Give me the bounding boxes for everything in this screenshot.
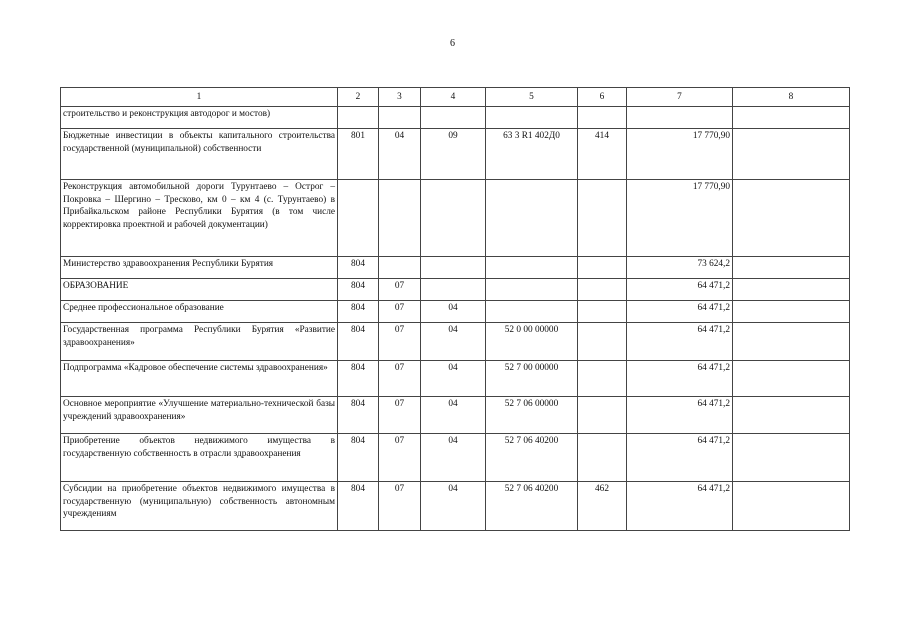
row-description: Основное мероприятие «Улучшение материально-технической базы учреждений здравоохранения» — [61, 397, 338, 434]
cell-section: 07 — [379, 323, 421, 361]
row-description: Реконструкция автомобильной дороги Турунтаево – Острог – Покровка – Шергино – Тресково, км 0 – км 4 (с. Турунтаево) в Прибайкальском районе Республики Бурятия (в том числе корректировка проектной и рабочей документации) — [61, 180, 338, 257]
cell-expense-type — [578, 180, 627, 257]
cell-amount: 64 471,2 — [627, 361, 733, 397]
table-row — [61, 397, 850, 434]
cell-amount: 64 471,2 — [627, 323, 733, 361]
cell-expense-type — [578, 107, 627, 129]
cell-amount: 73 624,2 — [627, 257, 733, 279]
table-row — [61, 434, 850, 482]
header-cell: 6 — [578, 88, 627, 107]
cell-target-article: 52 7 06 40200 — [486, 482, 578, 531]
cell-amount: 64 471,2 — [627, 397, 733, 434]
row-description: Подпрограмма «Кадровое обеспечение системы здравоохранения» — [61, 361, 338, 397]
header-cell: 2 — [338, 88, 379, 107]
cell-target-article — [486, 107, 578, 129]
cell-ministry-code: 804 — [338, 361, 379, 397]
cell-ministry-code: 804 — [338, 482, 379, 531]
budget-table — [60, 87, 850, 531]
cell-section — [379, 257, 421, 279]
cell-expense-type — [578, 323, 627, 361]
cell-target-article — [486, 279, 578, 301]
cell-col8 — [733, 434, 850, 482]
cell-ministry-code: 804 — [338, 397, 379, 434]
cell-col8 — [733, 279, 850, 301]
cell-subsection: 04 — [421, 323, 486, 361]
table-row — [61, 129, 850, 180]
cell-col8 — [733, 323, 850, 361]
header-cell: 5 — [486, 88, 578, 107]
cell-amount: 17 770,90 — [627, 129, 733, 180]
cell-ministry-code: 804 — [338, 279, 379, 301]
cell-col8 — [733, 257, 850, 279]
cell-col8 — [733, 129, 850, 180]
cell-section: 07 — [379, 361, 421, 397]
cell-expense-type: 462 — [578, 482, 627, 531]
table-row — [61, 301, 850, 323]
row-description: Приобретение объектов недвижимого имущества в государственную собственность в отрасли здравоохранения — [61, 434, 338, 482]
cell-expense-type — [578, 279, 627, 301]
cell-section: 07 — [379, 301, 421, 323]
cell-subsection: 04 — [421, 361, 486, 397]
table-row — [61, 257, 850, 279]
cell-expense-type — [578, 434, 627, 482]
row-description: Среднее профессиональное образование — [61, 301, 338, 323]
cell-amount: 64 471,2 — [627, 434, 733, 482]
cell-expense-type — [578, 361, 627, 397]
cell-expense-type — [578, 257, 627, 279]
header-cell: 3 — [379, 88, 421, 107]
cell-section: 07 — [379, 279, 421, 301]
cell-expense-type — [578, 397, 627, 434]
cell-target-article: 52 7 00 00000 — [486, 361, 578, 397]
cell-ministry-code: 804 — [338, 323, 379, 361]
cell-subsection: 04 — [421, 434, 486, 482]
cell-section: 07 — [379, 397, 421, 434]
cell-expense-type: 414 — [578, 129, 627, 180]
cell-target-article: 52 7 06 00000 — [486, 397, 578, 434]
cell-col8 — [733, 397, 850, 434]
cell-target-article: 63 3 R1 402Д0 — [486, 129, 578, 180]
cell-col8 — [733, 361, 850, 397]
cell-subsection — [421, 279, 486, 301]
cell-ministry-code — [338, 107, 379, 129]
row-description: ОБРАЗОВАНИЕ — [61, 279, 338, 301]
cell-subsection — [421, 257, 486, 279]
header-cell: 8 — [733, 88, 850, 107]
row-description: Министерство здравоохранения Республики Бурятия — [61, 257, 338, 279]
cell-col8 — [733, 301, 850, 323]
cell-ministry-code: 804 — [338, 301, 379, 323]
header-cell: 4 — [421, 88, 486, 107]
cell-section — [379, 107, 421, 129]
cell-section — [379, 180, 421, 257]
cell-target-article: 52 0 00 00000 — [486, 323, 578, 361]
cell-amount — [627, 107, 733, 129]
cell-amount: 64 471,2 — [627, 301, 733, 323]
page-number: 6 — [450, 38, 455, 49]
cell-expense-type — [578, 301, 627, 323]
cell-col8 — [733, 482, 850, 531]
cell-section: 07 — [379, 434, 421, 482]
cell-section: 04 — [379, 129, 421, 180]
row-description: Государственная программа Республики Бурятия «Развитие здравоохранения» — [61, 323, 338, 361]
table-row — [61, 482, 850, 531]
row-description: строительство и реконструкция автодорог и мостов) — [61, 107, 338, 129]
cell-subsection — [421, 107, 486, 129]
cell-ministry-code — [338, 180, 379, 257]
table-row — [61, 361, 850, 397]
row-description: Бюджетные инвестиции в объекты капитального строительства государственной (муниципальной) собственности — [61, 129, 338, 180]
table-header-row — [61, 88, 850, 107]
cell-target-article — [486, 180, 578, 257]
cell-amount: 64 471,2 — [627, 482, 733, 531]
header-cell: 7 — [627, 88, 733, 107]
cell-ministry-code: 804 — [338, 257, 379, 279]
cell-ministry-code: 804 — [338, 434, 379, 482]
cell-subsection: 04 — [421, 482, 486, 531]
cell-amount: 64 471,2 — [627, 279, 733, 301]
cell-section: 07 — [379, 482, 421, 531]
cell-target-article — [486, 257, 578, 279]
cell-subsection: 04 — [421, 301, 486, 323]
cell-subsection — [421, 180, 486, 257]
table-row — [61, 323, 850, 361]
cell-ministry-code: 801 — [338, 129, 379, 180]
row-description: Субсидии на приобретение объектов недвижимого имущества в государственную (муниципальную) собственность автономным учреждениям — [61, 482, 338, 531]
header-cell: 1 — [61, 88, 338, 107]
cell-amount: 17 770,90 — [627, 180, 733, 257]
table-row — [61, 107, 850, 129]
cell-target-article — [486, 301, 578, 323]
cell-target-article: 52 7 06 40200 — [486, 434, 578, 482]
cell-col8 — [733, 107, 850, 129]
cell-subsection: 04 — [421, 397, 486, 434]
cell-col8 — [733, 180, 850, 257]
table-row — [61, 180, 850, 257]
cell-subsection: 09 — [421, 129, 486, 180]
table-row — [61, 279, 850, 301]
